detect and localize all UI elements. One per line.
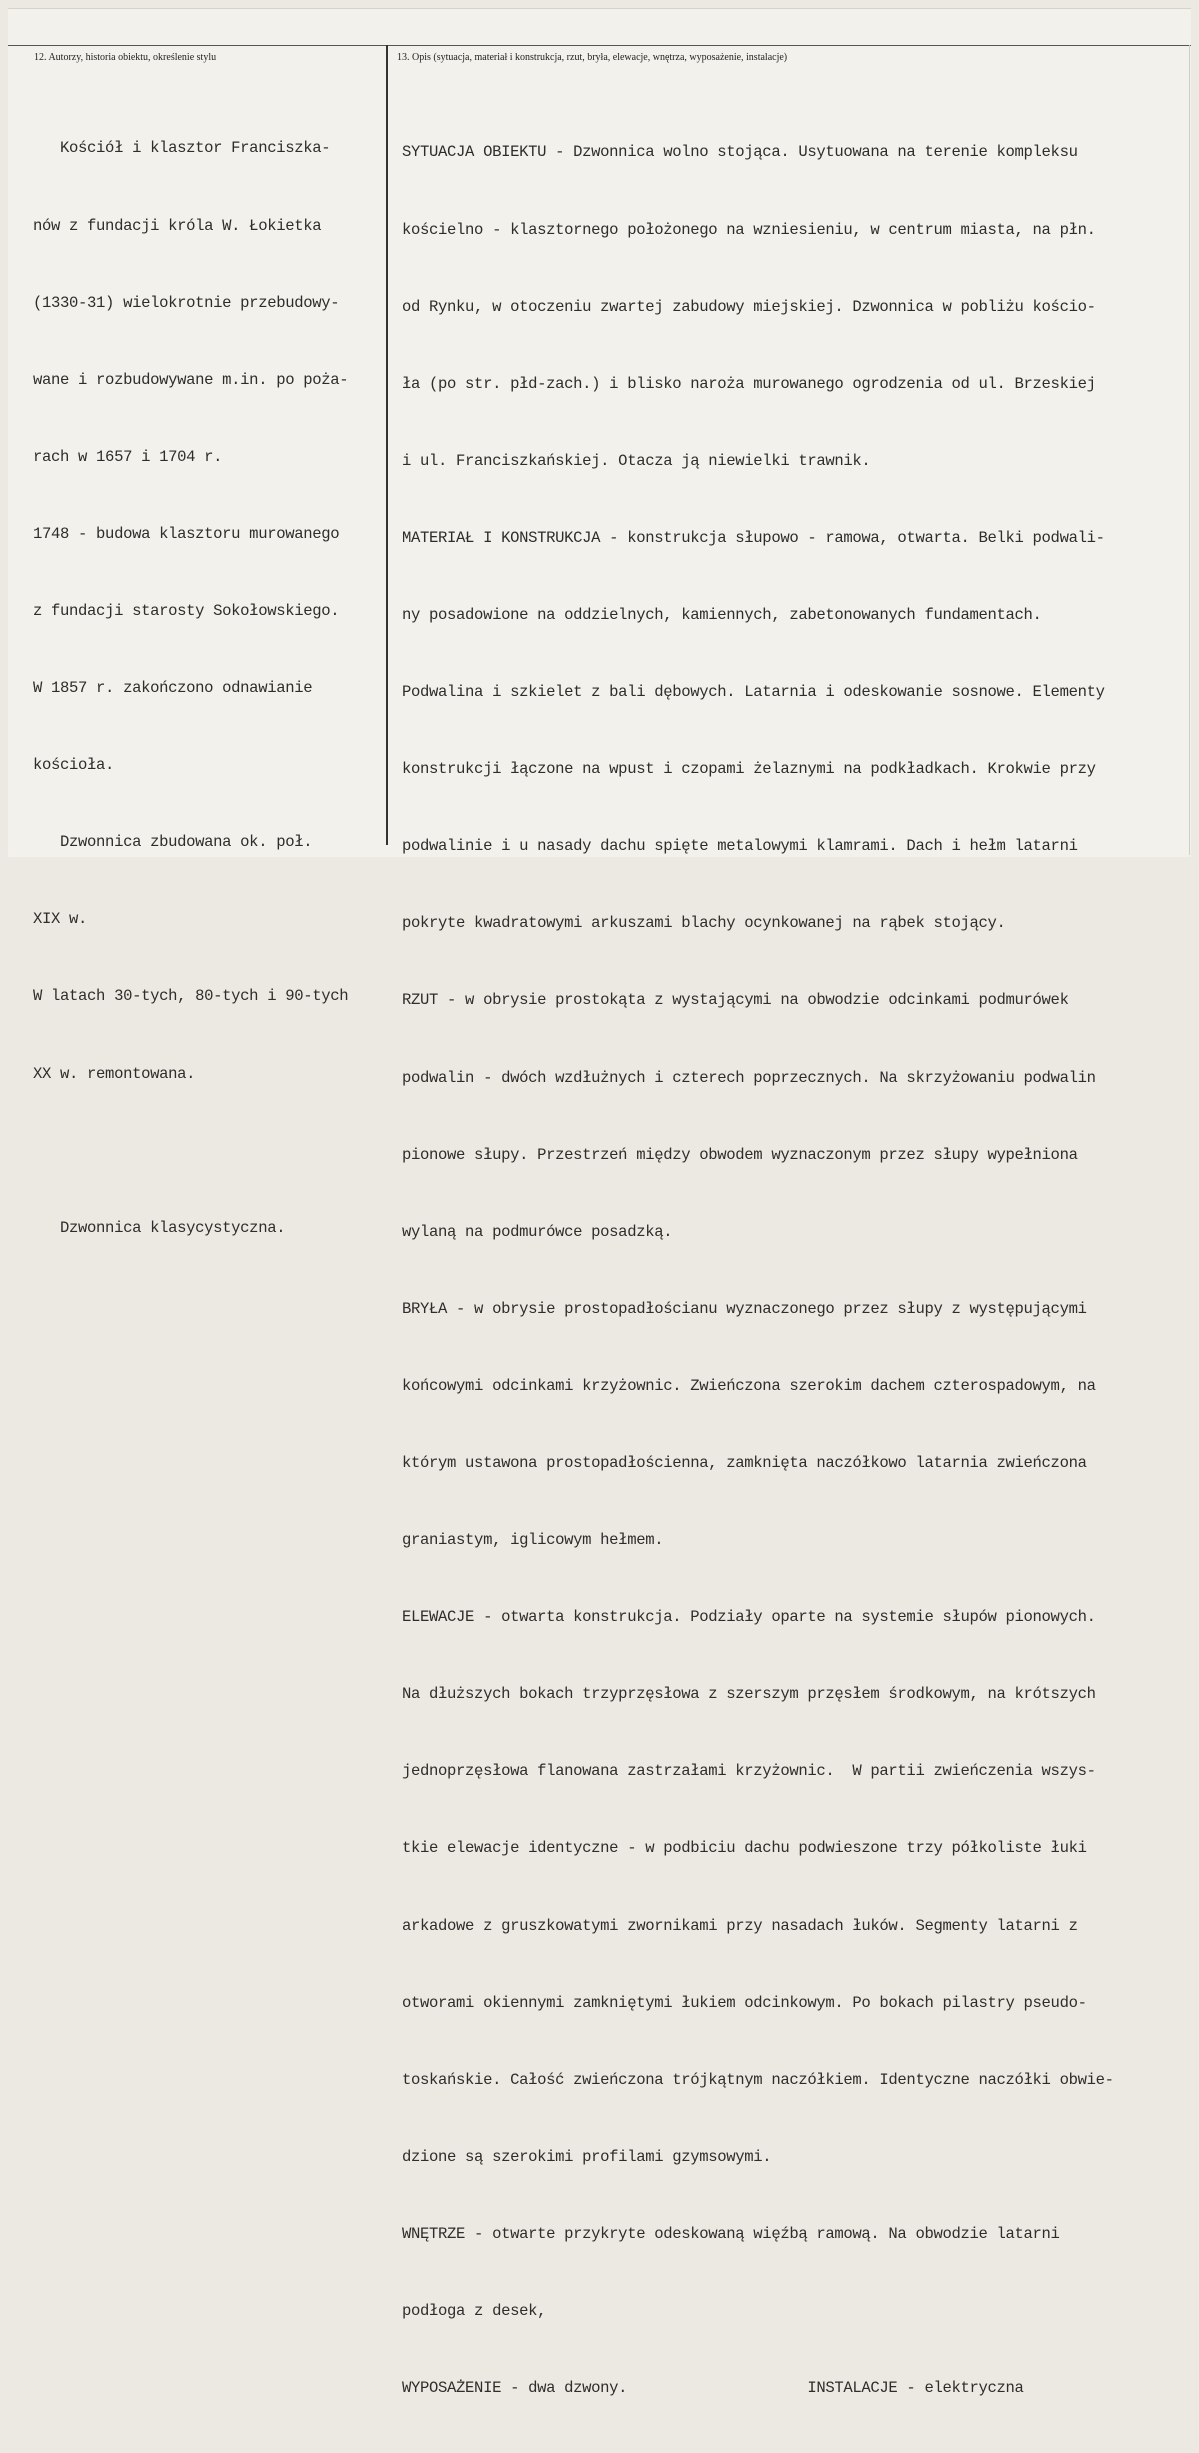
history-line: z fundacji starosty Sokołowskiego.	[33, 601, 340, 620]
history-line: Kościół i klasztor Franciszka-	[33, 139, 331, 158]
history-line: kościoła.	[33, 756, 115, 775]
description-line: kościelno - klasztornego położonego na wzniesieniu, w centrum miasta, na płn.	[402, 220, 1096, 239]
description-line: jednoprzęsłowa flanowana zastrzałami krzyżownic. W partii zwieńczenia wszys-	[402, 1762, 1096, 1781]
description-line: toskańskie. Całość zwieńczona trójkątnym naczółkiem. Identyczne naczółki obwie-	[402, 2070, 1114, 2089]
description-line: i ul. Franciszkańskiej. Otacza ją niewielki trawnik.	[402, 451, 871, 470]
history-line: rach w 1657 i 1704 r.	[33, 447, 223, 466]
description-line: arkadowe z gruszkowatymi zwornikami przy nasadach łuków. Segmenty latarni z	[402, 1916, 1078, 1935]
description-line: którym ustawona prostopadłościenna, zamknięta naczółkowo latarnia zwieńczona	[402, 1454, 1087, 1472]
authors-history-column	[33, 85, 348, 1293]
section-12-header: 12. Autorzy, historia obiektu, określenie stylu	[34, 52, 217, 63]
history-line: (1330-31) wielokrotnie przebudowy-	[33, 293, 340, 312]
column-divider	[386, 45, 388, 845]
right-edge-rule	[1189, 45, 1190, 855]
description-line: ELEWACJE - otwarta konstrukcja. Podziały oparte na systemie słupów pionowych.	[402, 1608, 1096, 1627]
history-line: Dzwonnica zbudowana ok. poł.	[33, 833, 313, 852]
description-line: pokryte kwadratowymi arkuszami blachy ocynkowanej na rąbek stojący.	[402, 914, 1006, 933]
history-line: wane i rozbudowywane m.in. po poża-	[33, 370, 349, 389]
description-line: dzione są szerokimi profilami gzymsowymi.	[402, 2147, 772, 2166]
history-line: W latach 30-tych, 80-tych i 90-tych	[33, 987, 349, 1006]
record-card	[8, 8, 1191, 2398]
description-line: końcowymi odcinkami krzyżownic. Zwieńczona szerokim dachem czterospadowym, na	[402, 1376, 1096, 1395]
description-line: Podwalina i szkielet z bali dębowych. Latarnia i odeskowanie sosnowe. Elementy	[402, 683, 1105, 702]
description-line: WNĘTRZE - otwarte przykryte odeskowaną więźbą ramową. Na obwodzie latarni	[402, 2224, 1060, 2243]
description-line: podłoga z desek,	[402, 2302, 547, 2321]
description-line: otworami okiennymi zamkniętymi łukiem odcinkowym. Po bokach pilastry pseudo-	[402, 1993, 1087, 2012]
history-line: XIX w.	[33, 910, 88, 929]
description-line: podwalin - dwóch wzdłużnych i czterech poprzecznych. Na skrzyżowaniu podwalin	[402, 1068, 1096, 1087]
description-line: podwalinie i u nasady dachu spięte metalowymi klamrami. Dach i hełm latarni	[402, 837, 1078, 856]
description-line: wylaną na podmurówce posadzką.	[402, 1222, 673, 1241]
description-line: WYPOSAŻENIE - dwa dzwony. INSTALACJE - elektryczna	[402, 2379, 1024, 2398]
history-line: XX w. remontowana.	[33, 1064, 196, 1083]
description-line: BRYŁA - w obrysie prostopadłościanu wyznaczonego przez słupy z występującymi	[402, 1299, 1087, 1318]
history-line: W 1857 r. zakończono odnawianie	[33, 679, 313, 698]
description-line: od Rynku, w otoczeniu zwartej zabudowy miejskiej. Dzwonnica w pobliżu kościo-	[402, 297, 1096, 316]
description-line: Na dłuższych bokach trzyprzęsłowa z szerszym przęsłem środkowym, na krótszych	[402, 1685, 1096, 1704]
description-line: pionowe słupy. Przestrzeń między obwodem wyznaczonym przez słupy wypełniona	[402, 1145, 1078, 1164]
description-line: tkie elewacje identyczne - w podbiciu dachu podwieszone trzy półkoliste łuki	[402, 1839, 1087, 1858]
header-rule	[8, 45, 1191, 46]
history-line: nów z fundacji króla W. Łokietka	[33, 216, 322, 235]
history-line: 1748 - budowa klasztoru murowanego	[33, 524, 340, 543]
description-line: graniastym, iglicowym hełmem.	[402, 1531, 664, 1550]
style-line: Dzwonnica klasycystyczna.	[33, 1218, 286, 1237]
section-13-header: 13. Opis (sytuacja, materiał i konstrukcja, rzut, bryła, elewacje, wnętrza, wyposażenie, instalacje)	[397, 52, 788, 63]
history-line	[33, 1139, 348, 1165]
description-line: MATERIAŁ I KONSTRUKCJA - konstrukcja słupowo - ramowa, otwarta. Belki podwali-	[402, 528, 1105, 547]
description-line: ła (po str. płd-zach.) i blisko naroża murowanego ogrodzenia od ul. Brzeskiej	[402, 374, 1096, 393]
description-line: RZUT - w obrysie prostokąta z wystającymi na obwodzie odcinkami podmurówek	[402, 991, 1069, 1010]
description-column	[402, 89, 1114, 2453]
description-line: ny posadowione na oddzielnych, kamiennych, zabetonowanych fundamentach.	[402, 605, 1042, 624]
description-line: konstrukcji łączone na wpust i czopami żelaznymi na podkładkach. Krokwie przy	[402, 760, 1096, 779]
description-line: SYTUACJA OBIEKTU - Dzwonnica wolno stojąca. Usytuowana na terenie kompleksu	[402, 143, 1078, 162]
